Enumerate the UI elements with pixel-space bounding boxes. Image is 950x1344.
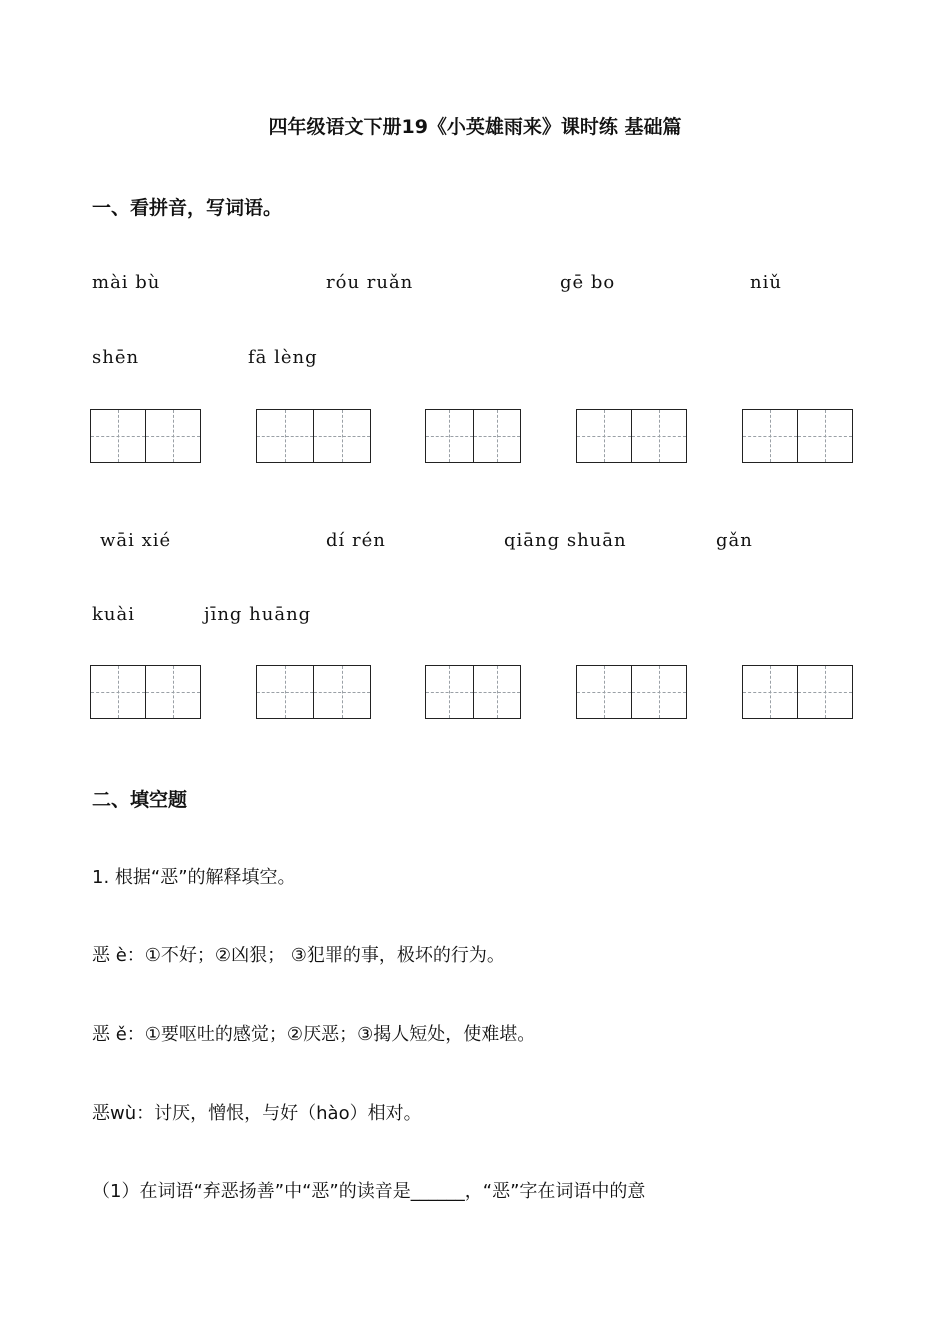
pinyin-6: wāi xié: [100, 530, 172, 551]
question-1: 1. 根据“恶”的解释填空。: [92, 867, 296, 888]
section-heading-fill: 二、填空题: [92, 789, 188, 811]
pinyin-5: fā lèng: [248, 347, 318, 368]
writing-grid[interactable]: [256, 665, 371, 719]
pinyin-9a: gǎn: [716, 530, 753, 551]
writing-grid[interactable]: [90, 409, 201, 463]
definition-e3: 恶 ě：①要呕吐的感觉；②厌恶；③揭人短处，使难堪。: [92, 1024, 536, 1045]
writing-grid[interactable]: [576, 665, 687, 719]
pinyin-4a: niǔ: [750, 272, 782, 293]
pinyin-7: dí rén: [326, 530, 386, 551]
definition-e4: 恶 è：①不好；②凶狠； ③犯罪的事，极坏的行为。: [92, 945, 505, 966]
writing-grid[interactable]: [256, 409, 371, 463]
writing-grid[interactable]: [90, 665, 201, 719]
pinyin-4b: shēn: [92, 347, 140, 368]
definition-wu4: 恶wù：讨厌，憎恨，与好（hào）相对。: [92, 1103, 422, 1124]
writing-grid[interactable]: [742, 665, 853, 719]
writing-grid[interactable]: [742, 409, 853, 463]
writing-grid[interactable]: [576, 409, 687, 463]
section-heading-pinyin: 一、看拼音，写词语。: [92, 197, 283, 219]
pinyin-10: jīng huāng: [204, 604, 312, 625]
pinyin-8: qiāng shuān: [504, 530, 627, 551]
pinyin-3: gē bo: [560, 272, 616, 293]
pinyin-9b: kuài: [92, 604, 135, 625]
sub-question-1: （1）在词语“弃恶扬善”中“恶”的读音是______，“恶”字在词语中的意: [92, 1181, 646, 1202]
page-title: 四年级语文下册19《小英雄雨来》课时练 基础篇: [268, 116, 682, 138]
pinyin-1: mài bù: [92, 272, 161, 293]
writing-grid[interactable]: [425, 409, 521, 463]
writing-grid[interactable]: [425, 665, 521, 719]
pinyin-2: róu ruǎn: [326, 272, 414, 293]
